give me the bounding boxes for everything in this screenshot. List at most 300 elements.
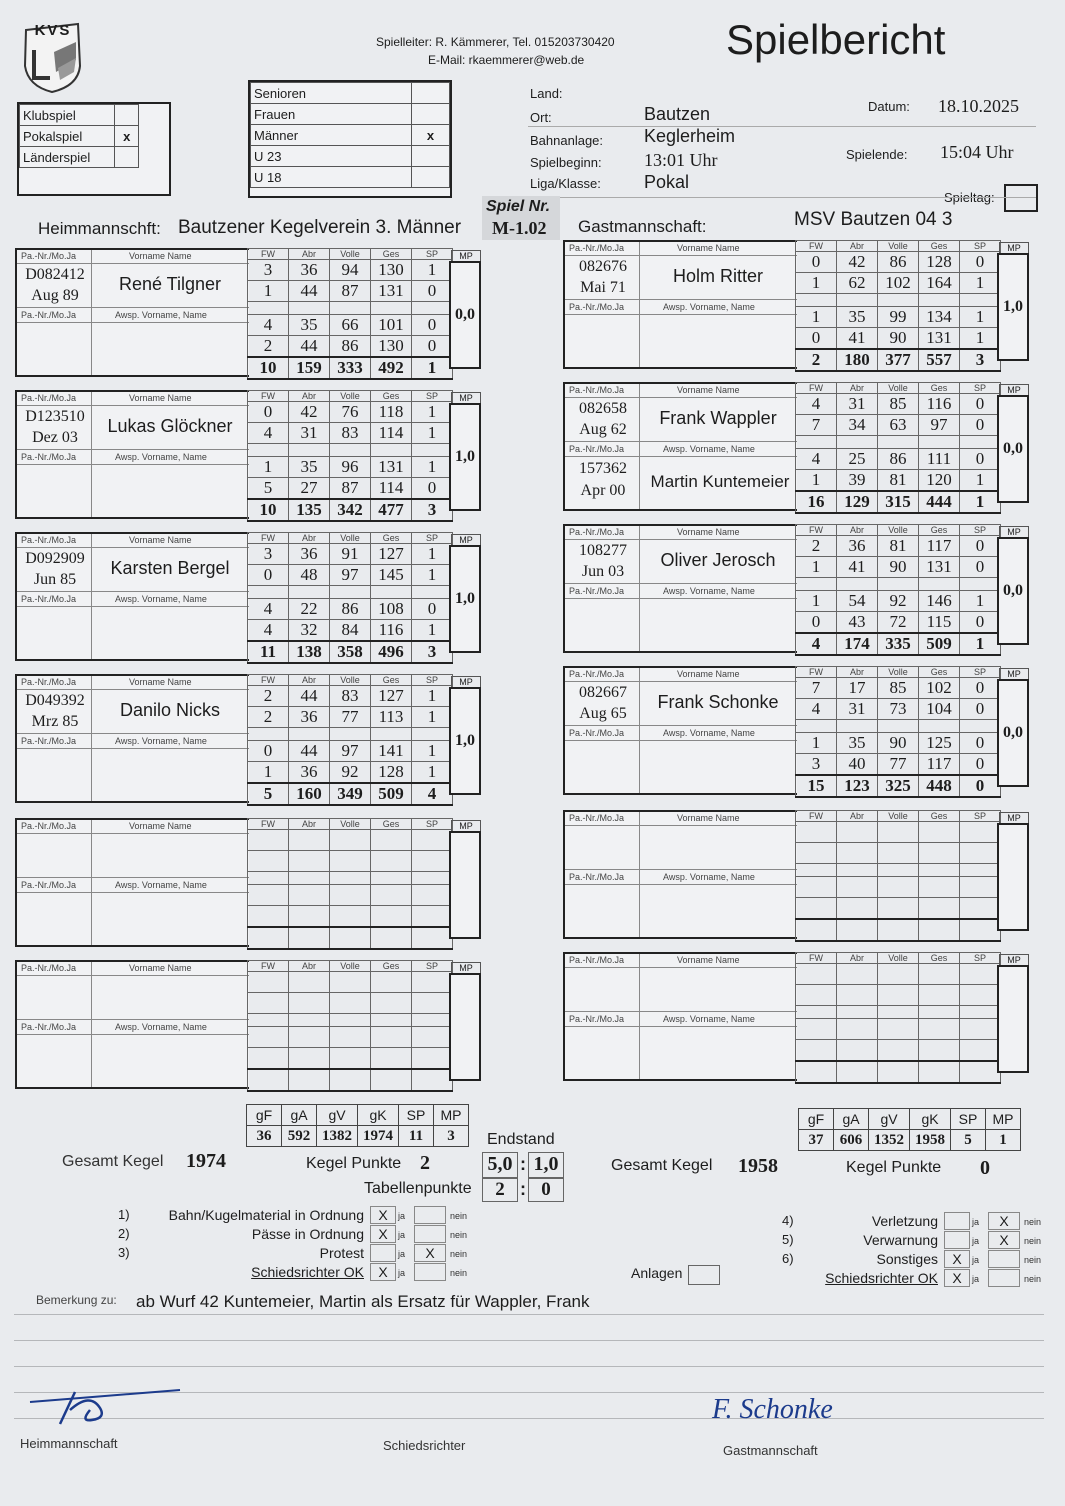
score-cell: 1 — [412, 741, 453, 762]
score-header-ges: Ges — [371, 961, 412, 972]
score-cell — [796, 436, 837, 449]
pass-caption: Pa.-Nr./Mo.Ja — [21, 821, 77, 831]
score-header-sp: SP — [412, 819, 453, 830]
score-row — [248, 1027, 453, 1048]
score-row — [796, 394, 1001, 415]
score-cell: 1 — [960, 470, 1001, 492]
check-ja-box[interactable]: X — [944, 1269, 970, 1287]
total-cell: 1 — [960, 491, 1001, 513]
score-cell: 36 — [289, 707, 330, 728]
score-header-ges: Ges — [919, 525, 960, 536]
awsp-caption: Awsp. Vorname, Name — [663, 444, 755, 454]
bahn-label: Bahnanlage: — [530, 133, 604, 148]
score-cell: 44 — [289, 741, 330, 762]
tab-label: Tabellenpunkte — [364, 1180, 472, 1197]
check-ja-box[interactable] — [370, 1244, 396, 1262]
score-header-fw: FW — [248, 249, 289, 260]
score-cell — [960, 864, 1001, 877]
score-grid — [795, 666, 1001, 798]
score-cell: 85 — [878, 678, 919, 699]
score-cell — [330, 302, 371, 315]
score-row — [248, 686, 453, 707]
player-pass-number: 108277 — [579, 542, 627, 559]
score-row — [248, 707, 453, 728]
summary-value: 1352 — [869, 1130, 910, 1151]
column-line — [91, 676, 92, 801]
score-cell: 41 — [837, 328, 878, 350]
score-header-sp: SP — [960, 383, 1001, 394]
check-ja-box[interactable] — [944, 1212, 970, 1230]
ja-caption: ja — [972, 1236, 980, 1246]
row-line — [565, 967, 797, 968]
score-cell: 86 — [330, 599, 371, 620]
anlagen-box[interactable] — [688, 1265, 720, 1285]
score-row — [248, 402, 453, 423]
total-cell: 3 — [960, 349, 1001, 371]
score-header-row — [796, 953, 1001, 964]
score-cell — [289, 851, 330, 872]
score-cell — [960, 964, 1001, 985]
spacer-row — [796, 864, 1001, 877]
spiel-nr-value: M-1.02 — [492, 218, 547, 238]
score-cell — [919, 578, 960, 591]
row-line — [17, 591, 249, 592]
score-cell — [796, 964, 837, 985]
home-player-block — [15, 960, 479, 1102]
score-cell: 0 — [960, 449, 1001, 470]
row-line — [17, 892, 249, 893]
score-cell — [960, 822, 1001, 843]
score-header-row — [248, 819, 453, 830]
substitute-name: Martin Kuntemeier — [650, 472, 790, 491]
check-nein-box[interactable] — [988, 1250, 1020, 1268]
score-header-ges: Ges — [371, 249, 412, 260]
score-row — [248, 478, 453, 500]
score-cell: 44 — [289, 686, 330, 707]
liga-value: Pokal — [644, 172, 690, 192]
match-type-mark — [115, 147, 139, 168]
total-cell: 448 — [919, 775, 960, 797]
score-cell: 130 — [371, 336, 412, 358]
pass-caption: Pa.-Nr./Mo.Ja — [21, 677, 77, 687]
total-cell — [330, 1069, 371, 1091]
score-header-ges: Ges — [919, 953, 960, 964]
summary-header: gK — [910, 1109, 951, 1130]
category-mark — [412, 83, 450, 104]
score-cell: 128 — [371, 762, 412, 784]
score-cell: 0 — [960, 252, 1001, 273]
score-cell: 94 — [330, 260, 371, 281]
match-points: 0,0 — [997, 395, 1029, 503]
score-cell — [289, 906, 330, 928]
land-label: Land: — [530, 86, 563, 101]
total-cell: 123 — [837, 775, 878, 797]
total-cell — [837, 1061, 878, 1083]
check-label: Sonstiges — [876, 1251, 938, 1267]
score-cell: 127 — [371, 544, 412, 565]
summary-header: gK — [358, 1105, 399, 1126]
check-ja-box[interactable] — [944, 1231, 970, 1249]
summary-header: gF — [247, 1105, 282, 1126]
total-cell: 349 — [330, 783, 371, 805]
score-cell: 114 — [371, 478, 412, 500]
score-cell — [248, 444, 289, 457]
total-cell: 11 — [248, 641, 289, 663]
name-caption: Vorname Name — [129, 535, 192, 545]
score-header-sp: SP — [412, 249, 453, 260]
ja-caption: ja — [972, 1255, 980, 1265]
score-cell — [837, 985, 878, 1006]
score-cell: 27 — [289, 478, 330, 500]
score-cell: 2 — [248, 336, 289, 358]
row-line — [565, 598, 797, 599]
score-cell: 1 — [248, 457, 289, 478]
total-cell: 135 — [289, 499, 330, 521]
score-header-volle: Volle — [878, 383, 919, 394]
score-header-volle: Volle — [330, 391, 371, 402]
score-cell — [837, 720, 878, 733]
score-header-fw: FW — [796, 241, 837, 252]
check-ja-box[interactable]: X — [370, 1225, 396, 1243]
row-line — [565, 299, 797, 300]
score-cell — [412, 1048, 453, 1070]
match-type-row — [20, 126, 139, 147]
total-cell — [371, 927, 412, 949]
score-header-volle: Volle — [330, 819, 371, 830]
player-name: Oliver Jerosch — [660, 550, 776, 570]
score-header-sp: SP — [960, 953, 1001, 964]
match-points — [997, 965, 1029, 1073]
score-header-volle: Volle — [878, 525, 919, 536]
score-cell — [412, 993, 453, 1014]
score-row — [796, 557, 1001, 578]
score-cell — [960, 898, 1001, 920]
score-header-fw: FW — [796, 383, 837, 394]
total-cell — [919, 919, 960, 941]
total-cell: 3 — [412, 641, 453, 663]
check-ja-box[interactable]: X — [944, 1250, 970, 1268]
score-cell: 7 — [796, 678, 837, 699]
nein-caption: nein — [450, 1249, 468, 1259]
home-player-block — [15, 532, 479, 674]
check-ja-box[interactable]: X — [370, 1206, 396, 1224]
summary-value: 1974 — [358, 1126, 399, 1147]
score-cell — [919, 843, 960, 864]
total-cell: 477 — [371, 499, 412, 521]
score-header-sp: SP — [960, 525, 1001, 536]
total-cell — [878, 1061, 919, 1083]
score-header-abr: Abr — [289, 819, 330, 830]
score-cell: 102 — [878, 273, 919, 294]
score-cell — [796, 864, 837, 877]
total-cell: 444 — [919, 491, 960, 513]
row-line — [565, 314, 797, 315]
score-cell: 87 — [330, 281, 371, 302]
score-cell: 113 — [371, 707, 412, 728]
score-cell — [919, 1019, 960, 1040]
score-cell: 85 — [878, 394, 919, 415]
score-cell — [960, 1040, 1001, 1062]
check-nein-box[interactable] — [414, 1263, 446, 1281]
total-cell: 159 — [289, 357, 330, 379]
score-cell: 131 — [371, 281, 412, 302]
name-caption: Vorname Name — [129, 963, 192, 973]
pass-caption: Pa.-Nr./Mo.Ja — [569, 385, 625, 395]
score-cell: 3 — [248, 544, 289, 565]
row-line — [565, 441, 797, 442]
score-cell — [796, 294, 837, 307]
player-birth-date: Dez 03 — [32, 429, 78, 446]
score-cell — [878, 1006, 919, 1019]
score-cell — [330, 993, 371, 1014]
score-cell: 48 — [289, 565, 330, 586]
check-ja-box[interactable]: X — [370, 1263, 396, 1281]
guest-gesamt-label: Gesamt Kegel — [611, 1157, 713, 1174]
match-points — [997, 823, 1029, 931]
score-header-fw: FW — [796, 953, 837, 964]
score-cell: 5 — [248, 478, 289, 500]
score-row — [796, 733, 1001, 754]
total-cell: 180 — [837, 349, 878, 371]
score-cell: 31 — [837, 394, 878, 415]
score-row — [248, 885, 453, 906]
score-cell — [878, 436, 919, 449]
total-row — [248, 1069, 453, 1091]
total-cell: 358 — [330, 641, 371, 663]
tab-colon: : — [520, 1179, 526, 1199]
player-info-panel — [563, 810, 797, 939]
column-line — [639, 954, 640, 1079]
spacer-row — [796, 294, 1001, 307]
score-cell — [919, 822, 960, 843]
player-info-panel — [563, 666, 797, 795]
beginn-label: Spielbeginn: — [530, 155, 602, 170]
score-row — [248, 1048, 453, 1070]
check-nein-box[interactable]: X — [988, 1212, 1020, 1230]
mp-header: MP — [451, 250, 481, 262]
ende-value: 15:04 Uhr — [940, 142, 1014, 162]
score-row — [248, 281, 453, 302]
score-cell: 118 — [371, 402, 412, 423]
score-cell — [248, 1048, 289, 1070]
score-cell: 117 — [919, 536, 960, 557]
score-header-row — [248, 961, 453, 972]
score-cell: 73 — [878, 699, 919, 720]
score-cell — [796, 822, 837, 843]
score-cell — [330, 586, 371, 599]
player-birth-date: Mai 71 — [580, 279, 626, 296]
score-cell: 35 — [837, 307, 878, 328]
category-row — [251, 146, 450, 167]
total-cell: 4 — [412, 783, 453, 805]
score-cell — [248, 885, 289, 906]
name-caption: Vorname Name — [677, 243, 740, 253]
score-cell: 4 — [796, 699, 837, 720]
spacer-row — [248, 444, 453, 457]
score-header-abr: Abr — [289, 533, 330, 544]
summary-value: 1382 — [317, 1126, 358, 1147]
score-cell: 1 — [248, 281, 289, 302]
home-sign-label: Heimmannschaft — [20, 1436, 118, 1451]
score-cell: 1 — [960, 307, 1001, 328]
match-points: 1,0 — [449, 687, 481, 795]
score-cell — [919, 864, 960, 877]
check-nein-box[interactable] — [988, 1269, 1020, 1287]
pass-caption: Pa.-Nr./Mo.Ja — [569, 302, 625, 312]
score-header-abr: Abr — [837, 241, 878, 252]
score-header-sp: SP — [960, 667, 1001, 678]
score-cell: 164 — [919, 273, 960, 294]
score-cell: 116 — [919, 394, 960, 415]
mp-header: MP — [999, 526, 1029, 538]
score-header-volle: Volle — [330, 961, 371, 972]
category-mark — [412, 146, 450, 167]
total-cell — [796, 1061, 837, 1083]
check-number: 6) — [782, 1251, 794, 1266]
mp-header: MP — [451, 962, 481, 974]
score-cell: 31 — [289, 423, 330, 444]
row-line — [17, 547, 249, 548]
total-row — [248, 783, 453, 805]
score-cell: 0 — [960, 754, 1001, 776]
score-cell: 1 — [412, 402, 453, 423]
home-player-block — [15, 390, 479, 532]
row-line — [565, 456, 797, 457]
check-number: 2) — [118, 1226, 130, 1241]
leader-line: Spielleiter: R. Kämmerer, Tel. 015203730420 — [376, 35, 615, 49]
category-mark — [412, 167, 450, 188]
pass-caption: Pa.-Nr./Mo.Ja — [569, 872, 625, 882]
score-cell: 1 — [796, 733, 837, 754]
score-cell — [960, 985, 1001, 1006]
score-cell — [289, 872, 330, 885]
summary-value: 606 — [834, 1130, 869, 1151]
score-cell: 42 — [837, 252, 878, 273]
summary-header: gA — [282, 1105, 317, 1126]
category-label: U 18 — [251, 167, 412, 188]
pass-caption: Pa.-Nr./Mo.Ja — [569, 955, 625, 965]
total-cell: 1 — [412, 357, 453, 379]
score-cell: 0 — [412, 281, 453, 302]
score-cell: 43 — [837, 612, 878, 634]
check-label: Schiedsrichter OK — [825, 1270, 938, 1286]
guest-kp-label: Kegel Punkte — [846, 1159, 942, 1176]
total-row — [796, 349, 1001, 371]
score-cell: 44 — [289, 281, 330, 302]
check-nein-box[interactable]: X — [988, 1231, 1020, 1249]
score-cell — [837, 294, 878, 307]
score-header-ges: Ges — [919, 383, 960, 394]
check-nein-box[interactable]: X — [414, 1244, 446, 1262]
score-cell: 31 — [837, 699, 878, 720]
name-caption: Vorname Name — [129, 677, 192, 687]
player-info-panel — [563, 524, 797, 653]
score-cell — [330, 830, 371, 851]
score-row — [796, 328, 1001, 350]
score-cell — [330, 972, 371, 993]
total-cell: 3 — [412, 499, 453, 521]
anlagen-label: Anlagen — [631, 1265, 683, 1281]
score-header-sp: SP — [960, 241, 1001, 252]
score-cell: 0 — [248, 565, 289, 586]
remarks-line — [14, 1314, 1044, 1315]
score-row — [248, 336, 453, 358]
guest-team-label: Gastmannschaft: — [578, 217, 707, 236]
ort-value: Bautzen — [644, 104, 711, 124]
match-points: 0,0 — [997, 679, 1029, 787]
score-cell: 35 — [837, 733, 878, 754]
score-cell — [960, 1006, 1001, 1019]
player-name: Frank Schonke — [657, 692, 779, 712]
score-header-sp: SP — [412, 961, 453, 972]
total-cell — [289, 1069, 330, 1091]
score-cell: 0 — [960, 557, 1001, 578]
check-nein-box[interactable] — [414, 1225, 446, 1243]
awsp-caption: Awsp. Vorname, Name — [115, 594, 207, 604]
total-cell — [248, 927, 289, 949]
row-line — [565, 583, 797, 584]
score-cell: 0 — [248, 402, 289, 423]
row-line — [17, 733, 249, 734]
beginn-value: 13:01 Uhr — [644, 150, 718, 170]
score-cell: 130 — [371, 260, 412, 281]
score-header-abr: Abr — [837, 525, 878, 536]
score-cell — [796, 1040, 837, 1062]
score-cell: 90 — [878, 733, 919, 754]
check-label: Protest — [319, 1245, 364, 1261]
score-header-abr: Abr — [837, 383, 878, 394]
score-cell: 146 — [919, 591, 960, 612]
check-number: 5) — [782, 1232, 794, 1247]
pass-caption: Pa.-Nr./Mo.Ja — [21, 251, 77, 261]
score-header-volle: Volle — [878, 811, 919, 822]
score-row — [248, 423, 453, 444]
score-cell — [289, 1048, 330, 1070]
score-row — [796, 470, 1001, 492]
score-cell: 1 — [796, 470, 837, 492]
score-header-fw: FW — [796, 811, 837, 822]
guest-team-name: MSV Bautzen 04 3 — [794, 209, 953, 230]
awsp-caption: Awsp. Vorname, Name — [663, 302, 755, 312]
total-cell — [960, 919, 1001, 941]
score-cell — [248, 851, 289, 872]
category-row — [251, 104, 450, 125]
guest-summary-table — [798, 1108, 1021, 1151]
score-cell — [878, 964, 919, 985]
substitute-birth-date: Apr 00 — [580, 482, 626, 499]
row-line — [17, 748, 249, 749]
summary-value: 1958 — [910, 1130, 951, 1151]
player-info-panel — [15, 674, 249, 803]
spacer-row — [248, 1014, 453, 1027]
mp-header: MP — [451, 534, 481, 546]
score-grid — [795, 524, 1001, 656]
score-cell: 40 — [837, 754, 878, 776]
score-cell: 0 — [412, 599, 453, 620]
score-cell — [878, 877, 919, 898]
check-nein-box[interactable] — [414, 1206, 446, 1224]
score-cell: 108 — [371, 599, 412, 620]
score-cell: 92 — [878, 591, 919, 612]
score-cell — [837, 877, 878, 898]
score-cell: 1 — [412, 457, 453, 478]
score-cell — [412, 1027, 453, 1048]
score-cell — [919, 436, 960, 449]
total-cell: 174 — [837, 633, 878, 655]
summary-header: gV — [317, 1105, 358, 1126]
home-kp-label: Kegel Punkte — [306, 1155, 402, 1172]
score-row — [796, 1040, 1001, 1062]
